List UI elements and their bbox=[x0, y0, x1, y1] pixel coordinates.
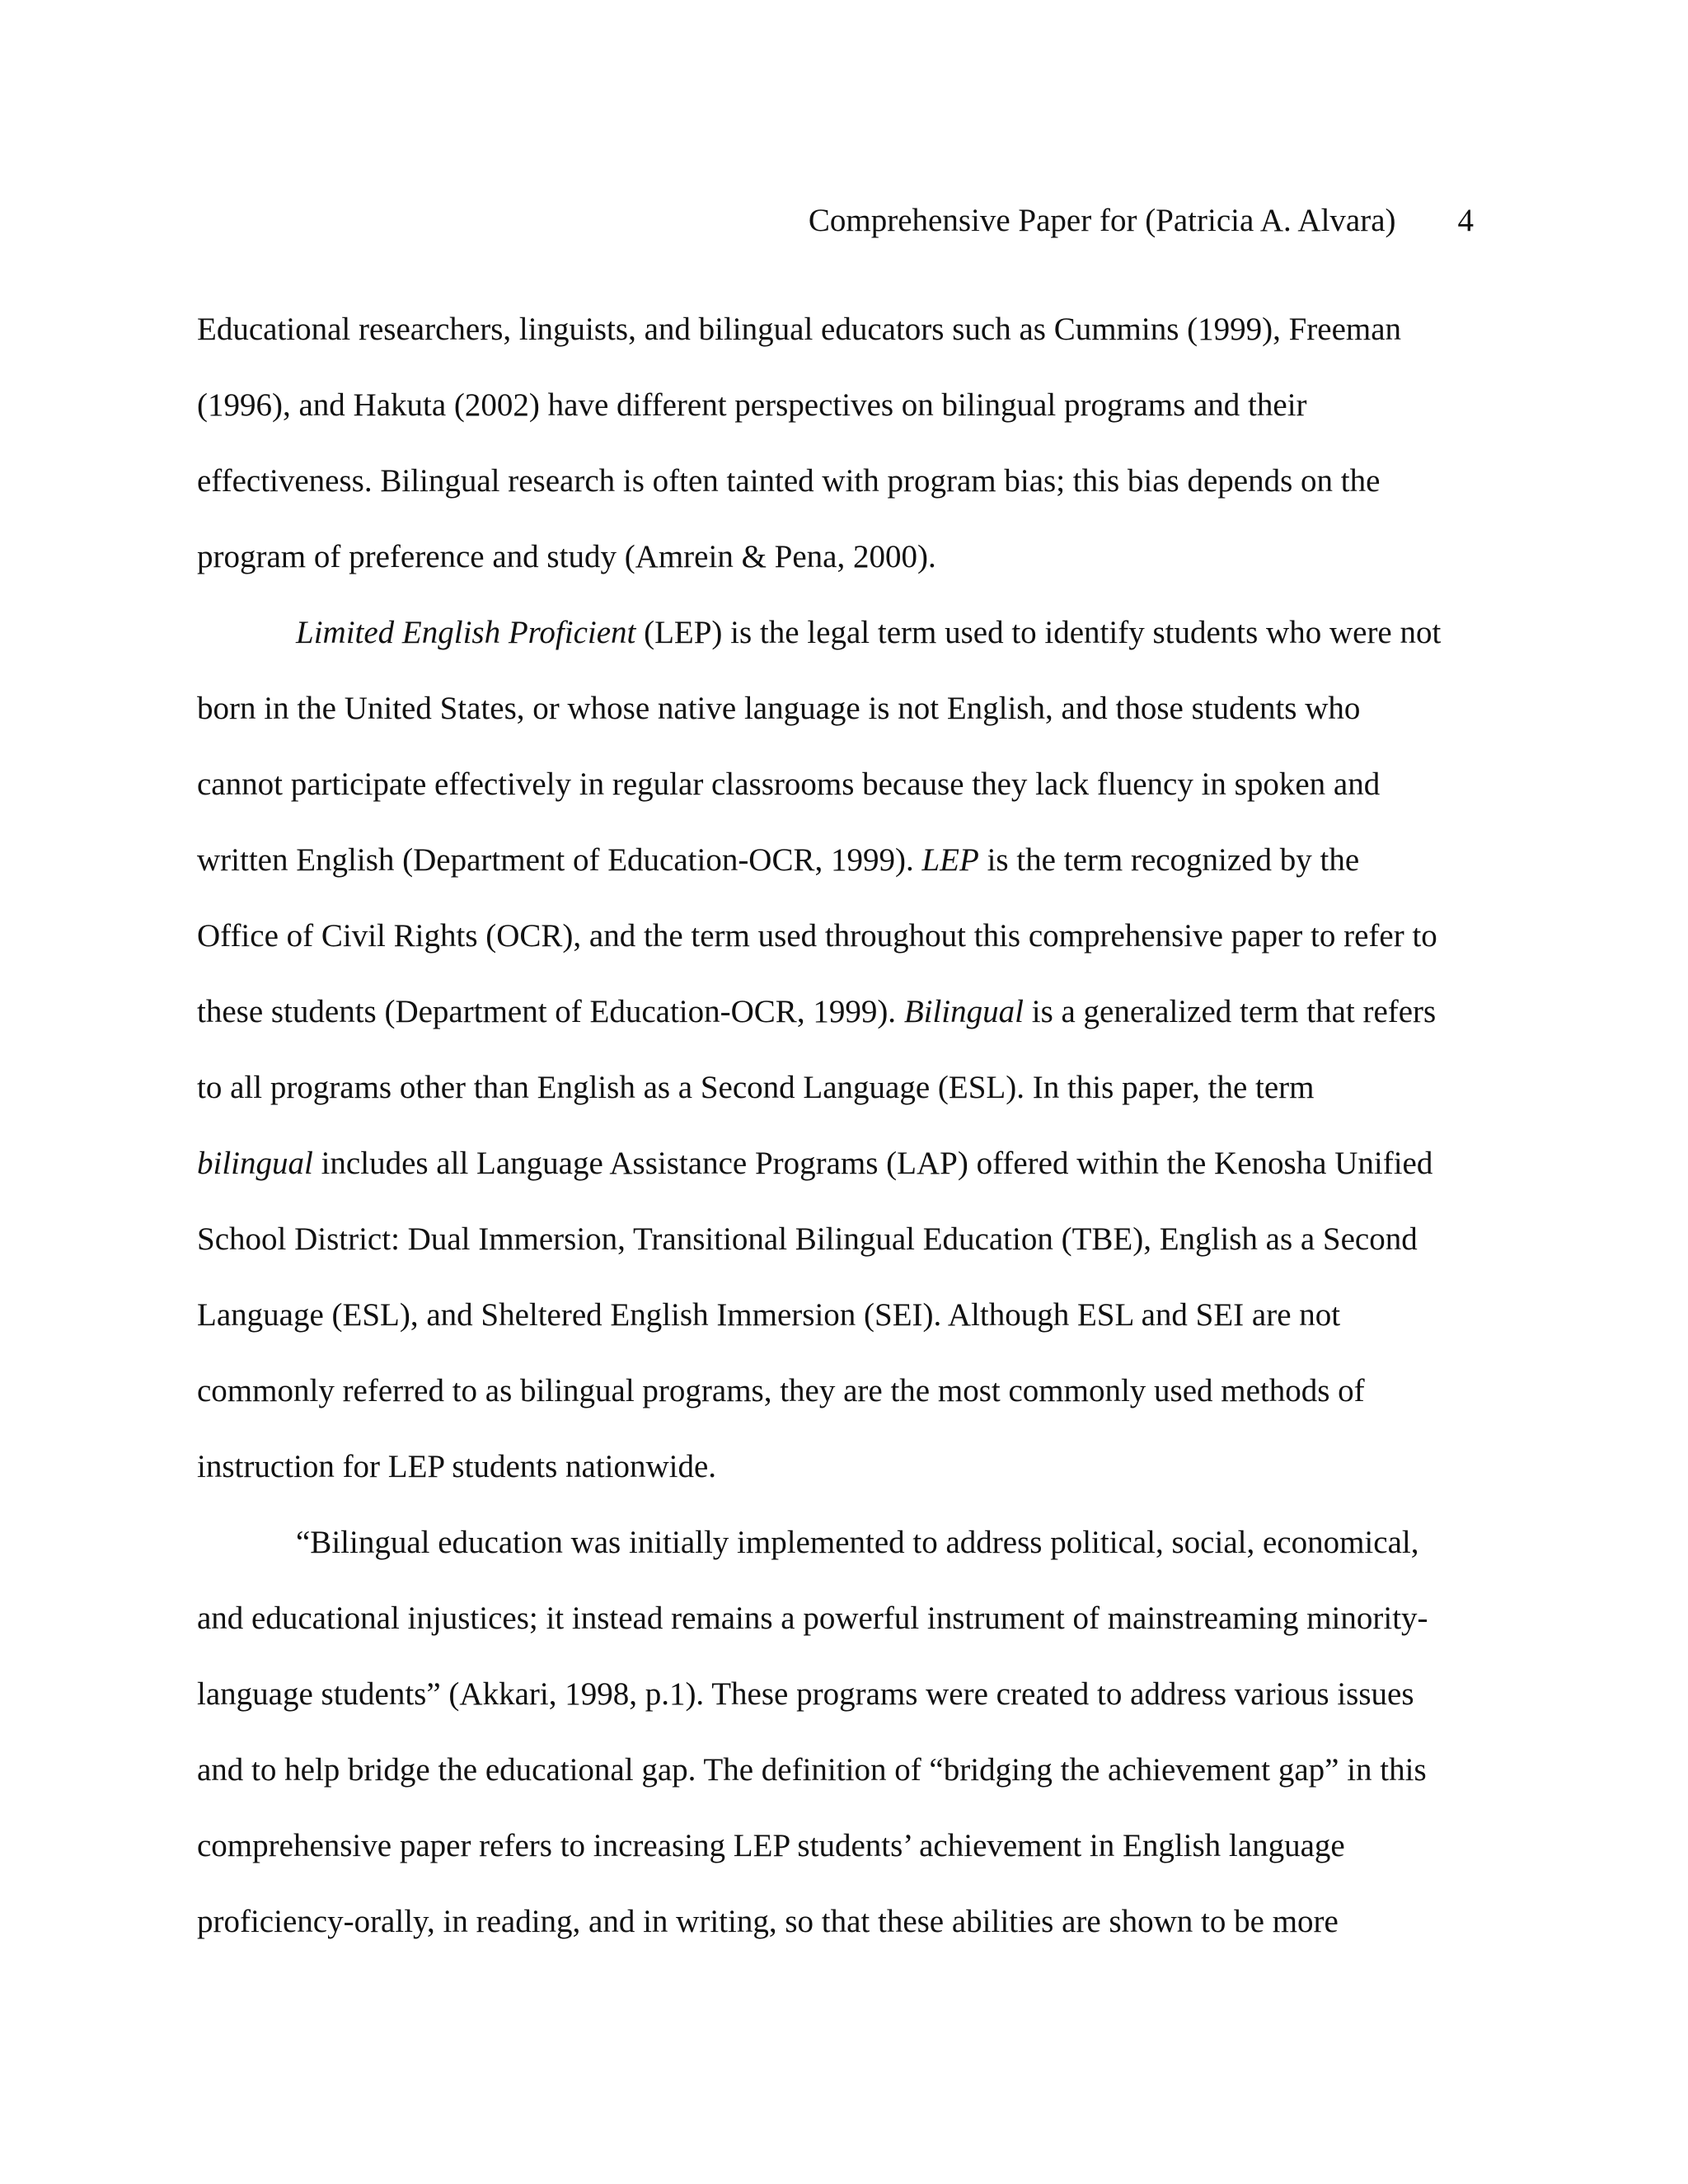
text-line: and to help bridge the educational gap. The definition of “bridging the achievement gap” in this bbox=[197, 1752, 1427, 1788]
page-number: 4 bbox=[1457, 203, 1474, 238]
text-run: is a generalized term that refers bbox=[1023, 994, 1437, 1029]
text-line: proficiency-orally, in reading, and in writing, so that these abilities are shown to be more bbox=[197, 1904, 1339, 1939]
text-run: written English (Department of Education-OCR, 1999). bbox=[197, 842, 922, 878]
text-line: cannot participate effectively in regular classrooms because they lack fluency in spoken and bbox=[197, 766, 1381, 802]
italic-term: LEP bbox=[921, 842, 979, 878]
text-line: School District: Dual Immersion, Transitional Bilingual Education (TBE), English as a Second bbox=[197, 1221, 1418, 1257]
running-head bbox=[809, 196, 1474, 246]
italic-term: Limited English Proficient bbox=[296, 615, 636, 650]
text-line: Office of Civil Rights (OCR), and the term used throughout this comprehensive paper to refer to bbox=[197, 918, 1437, 954]
paragraph-1 bbox=[197, 292, 1491, 595]
text-line bbox=[197, 974, 1491, 1050]
text-line bbox=[197, 595, 1491, 671]
text-line: born in the United States, or whose native language is not English, and those students who bbox=[197, 691, 1361, 726]
paragraph-2 bbox=[197, 595, 1491, 1505]
text-line bbox=[197, 823, 1491, 898]
paragraph-3 bbox=[197, 1505, 1491, 1960]
text-line: language students” (Akkari, 1998, p.1). These programs were created to address various issues bbox=[197, 1676, 1414, 1712]
text-run: includes all Language Assistance Programs (LAP) offered within the Kenosha Unified bbox=[312, 1146, 1433, 1181]
text-line: instruction for LEP students nationwide. bbox=[197, 1449, 717, 1484]
body-text bbox=[197, 292, 1491, 1960]
running-title: Comprehensive Paper for (Patricia A. Alvara) bbox=[808, 203, 1396, 238]
text-line: and educational injustices; it instead remains a powerful instrument of mainstreaming minority- bbox=[197, 1601, 1428, 1636]
text-line: commonly referred to as bilingual programs, they are the most commonly used methods of bbox=[197, 1373, 1365, 1408]
italic-term: bilingual bbox=[197, 1146, 313, 1181]
italic-term: Bilingual bbox=[903, 994, 1024, 1029]
text-run: these students (Department of Education-OCR, 1999). bbox=[197, 994, 904, 1029]
text-line: to all programs other than English as a Second Language (ESL). In this paper, the term bbox=[197, 1070, 1315, 1105]
text-line: effectiveness. Bilingual research is often tainted with program bias; this bias depends on the bbox=[197, 463, 1381, 499]
text-line: “Bilingual education was initially implemented to address political, social, economical, bbox=[296, 1525, 1419, 1560]
text-run: is the term recognized by the bbox=[978, 842, 1360, 878]
text-line: program of preference and study (Amrein & Pena, 2000). bbox=[197, 539, 936, 574]
text-line: (1996), and Hakuta (2002) have different perspectives on bilingual programs and their bbox=[197, 387, 1307, 423]
text-line: Educational researchers, linguists, and bilingual educators such as Cummins (1999), Freeman bbox=[197, 312, 1402, 347]
text-line: comprehensive paper refers to increasing LEP students’ achievement in English language bbox=[197, 1828, 1345, 1863]
text-line bbox=[197, 1126, 1491, 1202]
text-run: (LEP) is the legal term used to identify students who were not bbox=[635, 615, 1442, 650]
text-line: Language (ESL), and Sheltered English Immersion (SEI). Although ESL and SEI are not bbox=[197, 1297, 1341, 1333]
